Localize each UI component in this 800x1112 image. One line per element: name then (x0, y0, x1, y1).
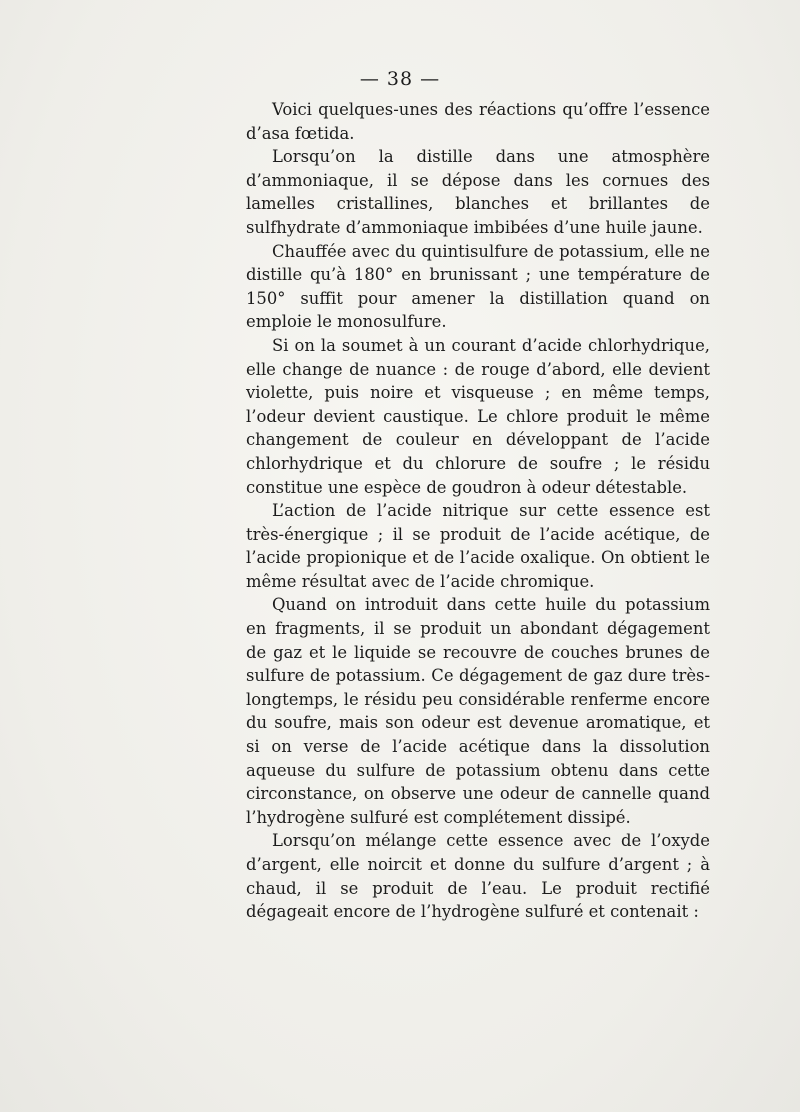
page-number: — 38 — (359, 68, 441, 90)
paragraph: Lorsqu’on la distille dans une atmosphère d’ammoniaque, il se dépose dans les cornues des lamelles cristallines, blanches et brillantes de sulfhydrate d’ammoniaque imbibées d’une huile jaune. (246, 147, 710, 237)
paragraph: Si on la soumet à un courant d’acide chlorhydrique, elle change de nuance : de rouge d’abord, elle devient violette, puis noire et visqueuse ; en même temps, l’odeur devient caustique. Le chlore produit le même changement de couleur en développant de l’acide chlorhydrique et du chlorure de soufre ; le résidu constitue une espèce de goudron à odeur détestable. (246, 335, 710, 497)
paragraph: Quand on introduit dans cette huile du potassium en fragments, il se produit un abondant dégagement de gaz et le liquide se recouvre de couches brunes de sulfure de potassium. Ce dégagement de gaz dure très-longtemps, le résidu peu considérable renferme encore du soufre, mais son odeur est devenue aromatique, et si on verse de l’acide acétique dans la dissolution aqueuse du sulfure de potassium obtenu dans cette circonstance, on observe une odeur de cannelle quand l’hydrogène sulfuré est complétement dissipé. (246, 595, 710, 827)
paragraph: Chauffée avec du quintisulfure de potassium, elle ne distille qu’à 180° en brunissant ; une température de 150° suffit pour amener la distillation quand on emploie le monosulfure. (246, 241, 710, 332)
body-text (246, 98, 710, 924)
paragraph: Voici quelques-unes des réactions qu’offre l’essence d’asa fœtida. (246, 100, 710, 143)
paragraph: Lorsqu’on mélange cette essence avec de l’oxyde d’argent, elle noircit et donne du sulfure d’argent ; à chaud, il se produit de l’eau. Le produit rectifié dégageait encore de l’hydrogène sulfuré et contenait : (246, 831, 710, 922)
paragraph: L’action de l’acide nitrique sur cette essence est très-énergique ; il se produit de l’acide acétique, de l’acide propionique et de l’acide oxalique. On obtient le même résultat avec de l’acide chromique. (246, 501, 710, 591)
